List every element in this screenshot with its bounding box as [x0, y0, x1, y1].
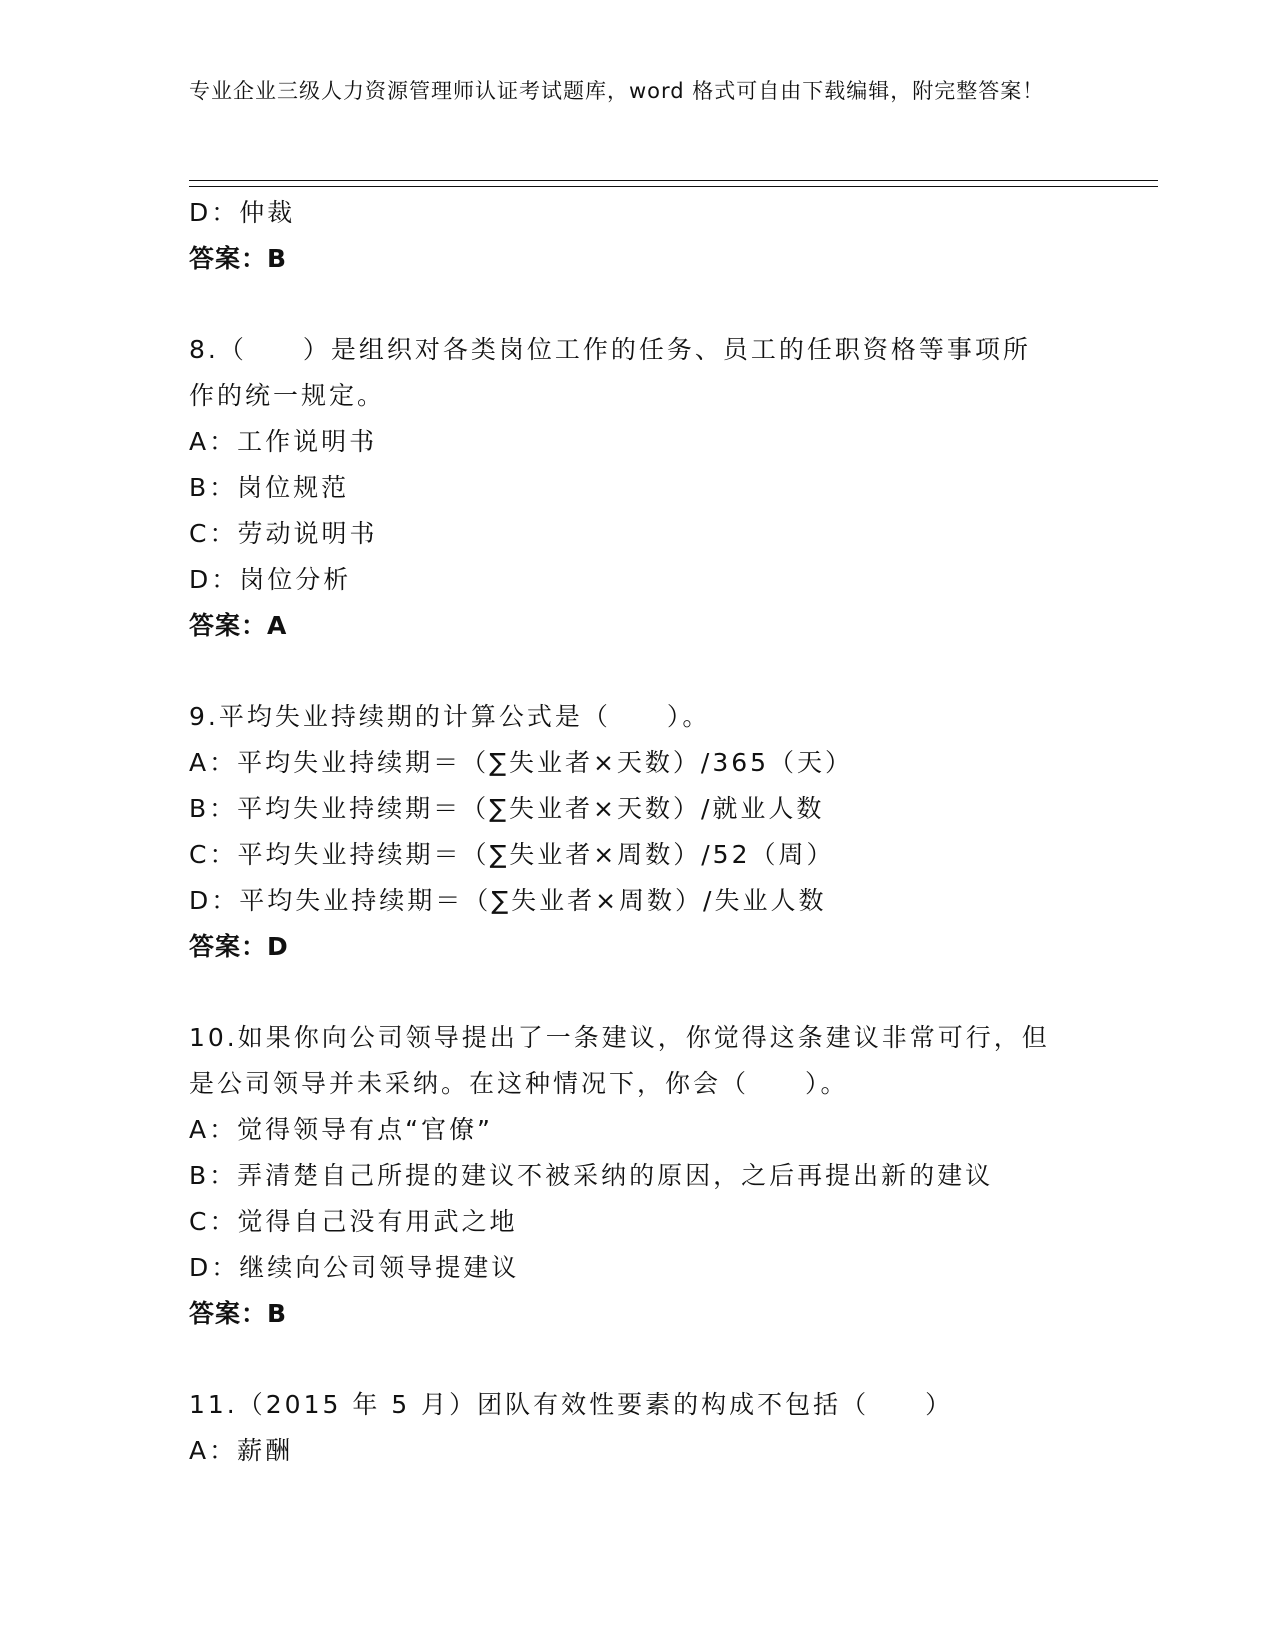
question-stem: 9.平均失业持续期的计算公式是（ ）。 [189, 702, 711, 731]
option-a: A：工作说明书 [189, 427, 378, 456]
header-divider [189, 180, 1158, 187]
question-stem: 是公司领导并未采纳。在这种情况下，你会（ ）。 [189, 1069, 849, 1098]
option-d: D：继续向公司领导提建议 [189, 1253, 520, 1282]
previous-answer: 答案：B [189, 244, 288, 273]
option-b: B：弄清楚自己所提的建议不被采纳的原因，之后再提出新的建议 [189, 1161, 994, 1190]
question-stem: 11.（2015 年 5 月）团队有效性要素的构成不包括（ ） [189, 1390, 954, 1419]
question-stem: 作的统一规定。 [189, 381, 386, 410]
option-a: A：觉得领导有点“官僚” [189, 1115, 494, 1144]
option-a: A：平均失业持续期＝（∑失业者×天数）/365（天） [189, 748, 854, 777]
option-c: C：平均失业持续期＝（∑失业者×周数）/52（周） [189, 840, 835, 869]
question-9 [189, 694, 1089, 970]
option-c: C：劳动说明书 [189, 519, 378, 548]
option-c: C：觉得自己没有用武之地 [189, 1207, 518, 1236]
option-b: B：岗位规范 [189, 473, 350, 502]
previous-option-d: D：仲裁 [189, 198, 296, 227]
spacer [189, 1337, 1089, 1382]
option-d: D：岗位分析 [189, 565, 352, 594]
option-a: A：薪酬 [189, 1436, 294, 1465]
question-11 [189, 1382, 1089, 1474]
question-stem: 8.（ ）是组织对各类岗位工作的任务、员工的任职资格等事项所 [189, 335, 1031, 364]
answer: 答案：D [189, 932, 289, 961]
option-d: D：平均失业持续期＝（∑失业者×周数）/失业人数 [189, 886, 827, 915]
question-10 [189, 1015, 1089, 1337]
answer: 答案：B [189, 1299, 288, 1328]
document-body [189, 190, 1089, 1474]
question-8 [189, 327, 1089, 649]
spacer [189, 282, 1089, 327]
answer: 答案：A [189, 611, 288, 640]
question-stem: 10.如果你向公司领导提出了一条建议，你觉得这条建议非常可行，但 [189, 1023, 1050, 1052]
option-b: B：平均失业持续期＝（∑失业者×天数）/就业人数 [189, 794, 825, 823]
spacer [189, 649, 1089, 694]
page-header: 专业企业三级人力资源管理师认证考试题库，word 格式可自由下载编辑，附完整答案！ [189, 79, 1045, 103]
spacer [189, 970, 1089, 1015]
